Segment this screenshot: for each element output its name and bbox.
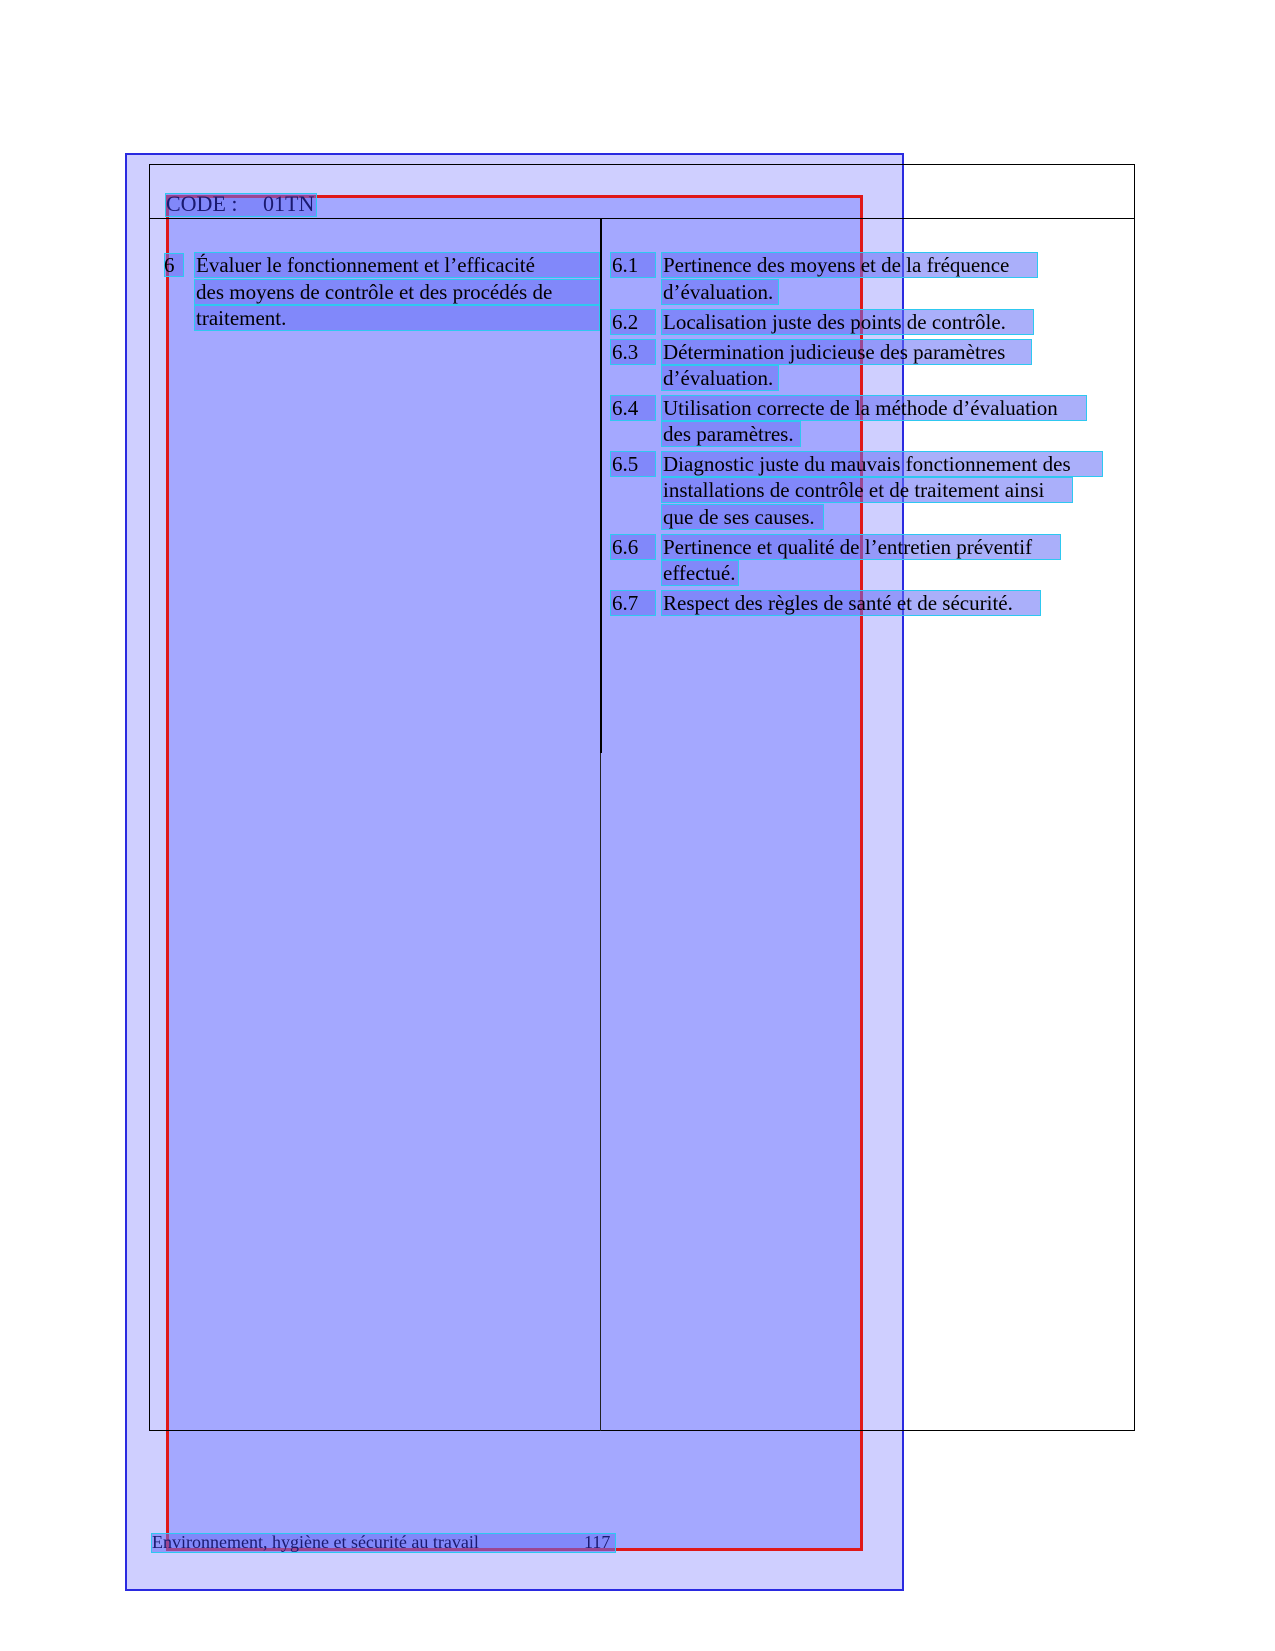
criterion-number: 6.5	[610, 451, 656, 477]
criterion-number: 6.1	[610, 252, 656, 278]
criterion-text-line: Pertinence et qualité de l’entretien préventif	[661, 534, 1061, 560]
criterion-number: 6.6	[610, 534, 656, 560]
criterion-text-line: que de ses causes.	[661, 504, 824, 530]
criterion-text-line: effectué.	[661, 560, 739, 586]
criterion-number: 6.4	[610, 395, 656, 421]
criterion-number: 6.3	[610, 339, 656, 365]
column-divider-upper	[600, 218, 602, 753]
criterion-text-line: des paramètres.	[661, 421, 801, 447]
criterion-text-line: Respect des règles de santé et de sécurité.	[661, 590, 1041, 616]
table-header-divider	[149, 218, 1135, 219]
criterion-text-line: Pertinence des moyens et de la fréquence	[661, 252, 1038, 278]
element-text-line-2: des moyens de contrôle et des procédés de	[194, 279, 600, 305]
criterion-number: 6.2	[610, 309, 656, 335]
criterion-text-line: installations de contrôle et de traitement ainsi	[661, 477, 1073, 503]
element-number: 6	[164, 253, 175, 277]
element-text-line-1: Évaluer le fonctionnement et l’efficacité	[194, 252, 600, 278]
criterion-text-line: Localisation juste des points de contrôle.	[661, 309, 1034, 335]
element-text-line-3: traitement.	[194, 305, 600, 331]
code-value: 01TN	[263, 191, 315, 216]
criterion-text-line: d’évaluation.	[661, 279, 779, 305]
page-number: 117	[584, 1532, 611, 1552]
criterion-number: 6.7	[610, 590, 656, 616]
criterion-text-line: Utilisation correcte de la méthode d’évaluation	[661, 395, 1087, 421]
column-divider-lower	[600, 753, 601, 1431]
criterion-text-line: Détermination judicieuse des paramètres	[661, 339, 1032, 365]
criterion-text-line: d’évaluation.	[661, 365, 779, 391]
code-label: CODE :	[166, 191, 238, 216]
footer-text: Environnement, hygiène et sécurité au travail	[152, 1532, 479, 1552]
criterion-text-line: Diagnostic juste du mauvais fonctionnement des	[661, 451, 1103, 477]
